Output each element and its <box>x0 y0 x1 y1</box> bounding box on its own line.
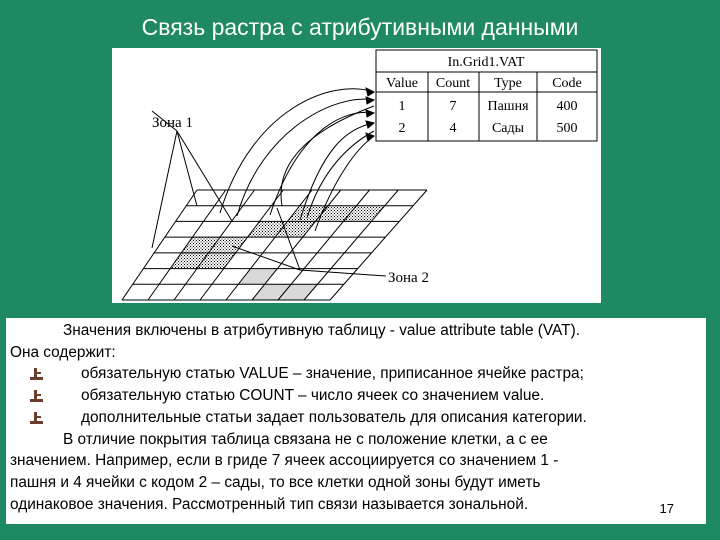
slide-title: Связь растра с атрибутивными данными <box>141 14 579 40</box>
paragraph-line: пашня и 4 ячейки с кодом 2 – сады, то все клетки одной зоны будут иметь <box>10 473 541 491</box>
zone-2-label: Зона 2 <box>388 270 429 286</box>
vat-cell: 400 <box>556 99 578 114</box>
raster-diagram <box>112 48 601 303</box>
description-text-box <box>6 318 706 524</box>
vat-table-title: In.Grid1.VAT <box>447 55 525 70</box>
bullet-item <box>10 385 706 407</box>
vat-cell: 1 <box>398 99 406 114</box>
page-number: 17 <box>659 501 674 517</box>
raster-grid <box>122 190 427 300</box>
vat-cell: Пашня <box>487 99 529 114</box>
vat-cell: 4 <box>449 121 457 136</box>
vat-header-value: Value <box>386 76 418 91</box>
intro-line-2: Она содержит: <box>10 343 116 361</box>
paragraph-line: одинаковое значения. Рассмотренный тип связи называется зональной. <box>10 495 529 513</box>
vat-table <box>376 50 597 141</box>
bullet-text: дополнительные статьи задает пользователь для описания категории. <box>81 408 587 426</box>
bullet-text: обязательную статью VALUE – значение, приписанное ячейке растра; <box>81 365 584 383</box>
vat-header-code: Code <box>552 76 582 91</box>
bullet-item <box>10 363 706 385</box>
vat-cell: 7 <box>449 99 457 114</box>
grid-line <box>252 190 341 300</box>
intro-line-1: Значения включены в атрибутивную таблицу - value attribute table (VAT). <box>63 322 580 339</box>
bullet-item <box>10 407 706 429</box>
bullet-icon <box>30 412 43 424</box>
vat-header-type: Type <box>494 76 522 91</box>
bullet-icon <box>30 368 43 380</box>
vat-cell: 500 <box>556 121 578 136</box>
zone-1-label: Зона 1 <box>152 115 193 131</box>
zone-1-callout <box>152 111 232 248</box>
bullet-icon <box>30 390 43 402</box>
vat-header-count: Count <box>435 76 471 91</box>
vat-cell: Сады <box>491 121 525 136</box>
bullet-text: обязательную статью COUNT – число ячеек со значением value. <box>81 387 545 405</box>
raster-vat-figure <box>112 48 601 303</box>
vat-cell: 2 <box>398 121 406 136</box>
paragraph-line: В отличие покрытия таблица связана не с положение клетки, а с ее <box>63 430 548 448</box>
paragraph-line: значением. Например, если в гриде 7 ячеек ассоциируется со значением 1 - <box>10 452 559 470</box>
